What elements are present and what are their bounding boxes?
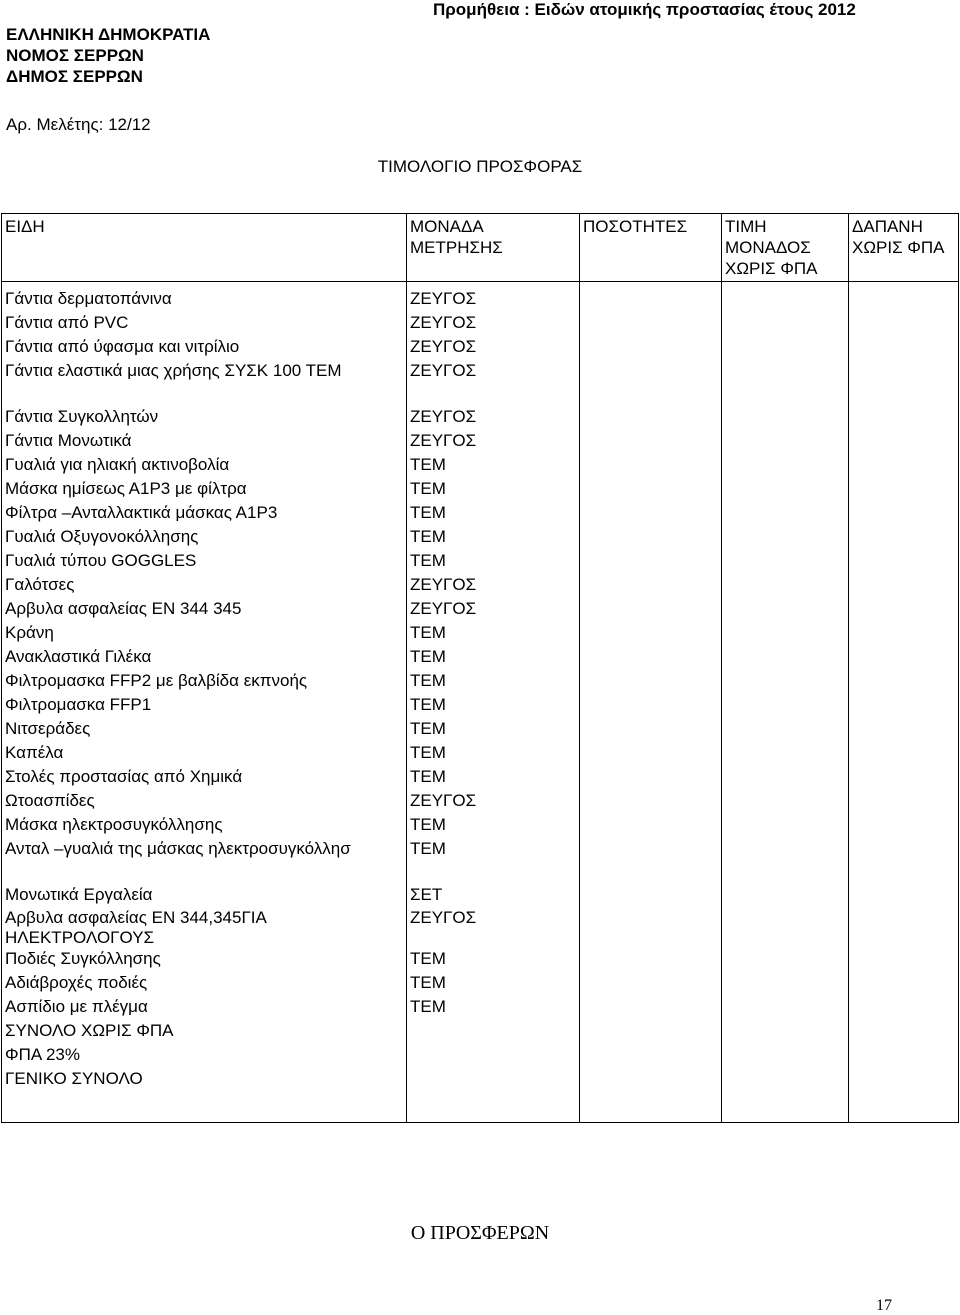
item-name: Φίλτρα –Ανταλλακτικά μάσκας Α1Ρ3 bbox=[5, 503, 278, 522]
header-quantity: ΠΟΣΟΤΗΤΕΣ bbox=[580, 214, 722, 282]
item-unit: ΤΕΜ bbox=[410, 767, 446, 786]
item-name: Ωτοασπίδες bbox=[5, 791, 95, 810]
item-name: Ασπίδιο με πλέγμα bbox=[5, 997, 148, 1016]
item-unit: ΖΕΥΓΟΣ bbox=[410, 791, 477, 810]
item-unit: ΤΕΜ bbox=[410, 527, 446, 546]
item-unit: ΤΕΜ bbox=[410, 743, 446, 762]
item-unit: ΖΕΥΓΟΣ bbox=[410, 575, 477, 594]
row-spacer bbox=[5, 384, 403, 406]
unit-prices-column bbox=[722, 282, 849, 1123]
document-title: ΤΙΜΟΛΟΓΙΟ ΠΡΟΣΦΟΡΑΣ bbox=[377, 157, 583, 176]
item-unit: ΤΕΜ bbox=[410, 839, 446, 858]
item-name: Μάσκα ηλεκτροσυγκόλλησης bbox=[5, 815, 223, 834]
item-unit: ΖΕΥΓΟΣ bbox=[410, 407, 477, 426]
item-unit: ΤΕΜ bbox=[410, 479, 446, 498]
study-number: Αρ. Μελέτης: 12/12 bbox=[6, 115, 151, 134]
issuer-line-1: ΕΛΛΗΝΙΚΗ ΔΗΜΟΚΡΑΤΙΑ bbox=[6, 25, 211, 44]
item-unit: ΤΕΜ bbox=[410, 623, 446, 642]
table-body-row bbox=[2, 282, 959, 1123]
item-name: Γυαλιά για ηλιακή ακτινοβολία bbox=[5, 455, 230, 474]
item-name: Ανταλ –γυαλιά της μάσκας ηλεκτροσυγκόλλησ bbox=[5, 839, 351, 858]
item-name: Στολές προστασίας από Χημικά bbox=[5, 767, 243, 786]
issuer-line-3: ΔΗΜΟΣ ΣΕΡΡΩΝ bbox=[6, 67, 143, 86]
item-unit: ΖΕΥΓΟΣ bbox=[410, 289, 477, 308]
item-name: Γάντια από ύφασμα και νιτρίλιο bbox=[5, 337, 240, 356]
item-name: Γαλότσες bbox=[5, 575, 75, 594]
price-offer-table bbox=[1, 213, 959, 1123]
item-name: Γάντια ελαστικά μιας χρήσης ΣΥΣΚ 100 ΤΕΜ bbox=[5, 361, 342, 380]
row-spacer bbox=[5, 862, 403, 884]
item-unit: ΤΕΜ bbox=[410, 719, 446, 738]
item-unit: ΖΕΥΓΟΣ bbox=[410, 908, 477, 927]
header-cost: ΔΑΠΑΝΗ ΧΩΡΙΣ ΦΠΑ bbox=[849, 214, 959, 282]
row-spacer bbox=[410, 384, 576, 406]
row-spacer bbox=[410, 862, 576, 884]
item-unit: ΖΕΥΓΟΣ bbox=[410, 337, 477, 356]
signature-label: Ο ΠΡΟΣΦΕΡΩΝ bbox=[410, 1222, 550, 1244]
units-column bbox=[407, 282, 580, 1123]
item-unit: ΤΕΜ bbox=[410, 551, 446, 570]
procurement-title: Προμήθεια : Ειδών ατομικής προστασίας έτους 2012 bbox=[433, 0, 856, 19]
issuer-line-2: ΝΟΜΟΣ ΣΕΡΡΩΝ bbox=[6, 46, 144, 65]
item-name: Φιλτρομασκα FFP1 bbox=[5, 695, 152, 714]
items-column bbox=[2, 282, 407, 1123]
item-unit: ΤΕΜ bbox=[410, 973, 446, 992]
item-name: Γυαλιά τύπου GOGGLES bbox=[5, 551, 197, 570]
item-unit: ΖΕΥΓΟΣ bbox=[410, 431, 477, 450]
header-unit: ΜΟΝΑΔΑ ΜΕΤΡΗΣΗΣ bbox=[407, 214, 580, 282]
item-name: Φιλτρομασκα FFP2 με βαλβίδα εκπνοής bbox=[5, 671, 308, 690]
table-header-row bbox=[2, 214, 959, 282]
item-name: Καπέλα bbox=[5, 743, 64, 762]
item-unit: ΤΕΜ bbox=[410, 695, 446, 714]
costs-column bbox=[849, 282, 959, 1123]
total-label: ΣΥΝΟΛΟ ΧΩΡΙΣ ΦΠΑ bbox=[5, 1021, 174, 1040]
total-label: ΦΠΑ 23% bbox=[5, 1045, 80, 1064]
header-unit-price: ΤΙΜΗ ΜΟΝΑΔΟΣ ΧΩΡΙΣ ΦΠΑ bbox=[722, 214, 849, 282]
item-unit: ΤΕΜ bbox=[410, 997, 446, 1016]
item-name: Ποδιές Συγκόλλησης bbox=[5, 949, 161, 968]
page-number: 17 bbox=[876, 1297, 892, 1314]
item-name: Μονωτικά Εργαλεία bbox=[5, 885, 153, 904]
item-name: Αδιάβροχές ποδιές bbox=[5, 973, 148, 992]
item-name: Αρβυλα ασφαλείας ΕΝ 344 345 bbox=[5, 599, 242, 618]
item-unit: ΤΕΜ bbox=[410, 503, 446, 522]
item-name: Νιτσεράδες bbox=[5, 719, 91, 738]
item-name: Μάσκα ημίσεως Α1Ρ3 με φίλτρα bbox=[5, 479, 247, 498]
item-unit: ΖΕΥΓΟΣ bbox=[410, 361, 477, 380]
item-name: Γάντια Μονωτικά bbox=[5, 431, 132, 450]
item-name: Ανακλαστικά Γιλέκα bbox=[5, 647, 152, 666]
item-name: Αρβυλα ασφαλείας ΕΝ 344,345ΓΙΑ ΗΛΕΚΤΡΟΛΟΓΟΥΣ bbox=[5, 908, 266, 947]
quantities-column bbox=[580, 282, 722, 1123]
item-unit: ΤΕΜ bbox=[410, 455, 446, 474]
item-unit: ΤΕΜ bbox=[410, 949, 446, 968]
item-name: Γάντια Συγκολλητών bbox=[5, 407, 159, 426]
item-unit: ΤΕΜ bbox=[410, 815, 446, 834]
item-name: Κράνη bbox=[5, 623, 54, 642]
item-unit: ΖΕΥΓΟΣ bbox=[410, 599, 477, 618]
item-name: Γάντια δερματοπάνινα bbox=[5, 289, 172, 308]
header-item: ΕΙΔΗ bbox=[2, 214, 407, 282]
item-unit: ΖΕΥΓΟΣ bbox=[410, 313, 477, 332]
item-unit: ΣΕΤ bbox=[410, 885, 443, 904]
issuer-block bbox=[6, 24, 210, 87]
item-unit: ΤΕΜ bbox=[410, 647, 446, 666]
item-unit: ΤΕΜ bbox=[410, 671, 446, 690]
total-label: ΓΕΝΙΚΟ ΣΥΝΟΛΟ bbox=[5, 1069, 143, 1088]
item-name: Γυαλιά Οξυγονοκόλλησης bbox=[5, 527, 199, 546]
item-name: Γάντια από PVC bbox=[5, 313, 129, 332]
